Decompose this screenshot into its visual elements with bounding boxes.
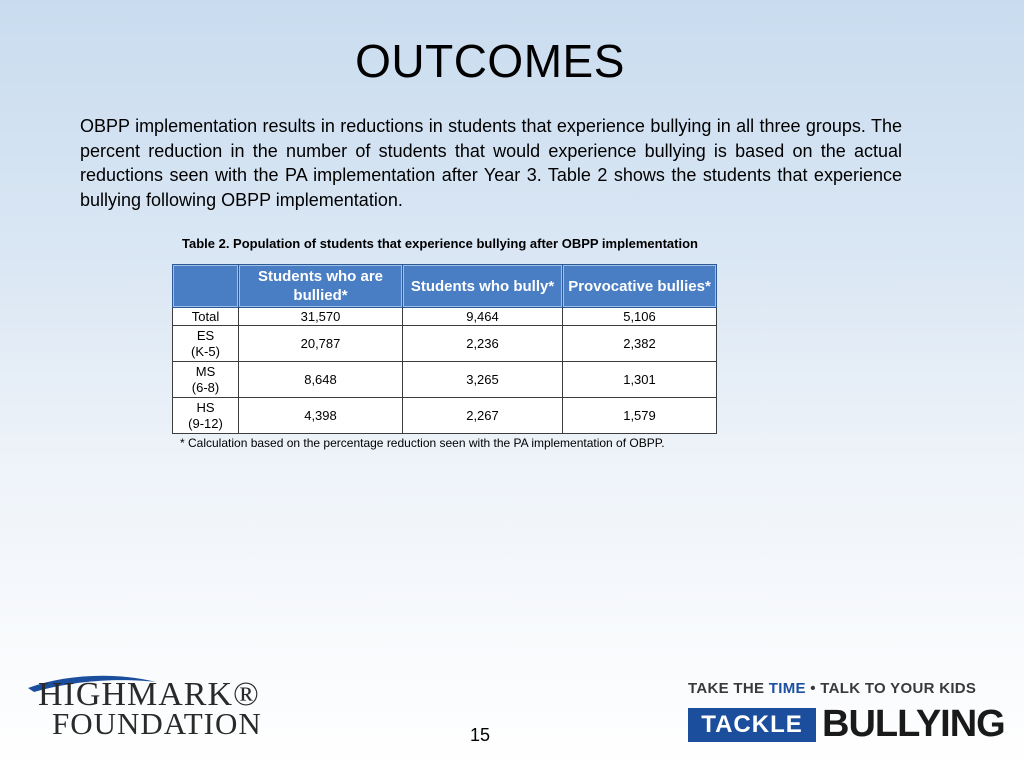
header-bully: Students who bully* <box>403 265 563 308</box>
table-cell: 1,579 <box>563 398 717 434</box>
slide-title: OUTCOMES <box>355 35 625 87</box>
row-label-line2: (6-8) <box>191 379 220 395</box>
body-paragraph: OBPP implementation results in reductions in students that experience bullying in all three groups. The percent reduction in the number of students that would experience bullying is based on the actual reductions seen with the PA implementation after Year 3. Table 2 shows the students that experience bullying following OBPP implementation. <box>80 116 902 210</box>
page-number: 15 <box>470 725 491 745</box>
table-cell: 2,267 <box>403 398 563 434</box>
header-bullied: Students who are bullied* <box>239 265 403 308</box>
row-label-line1: MS <box>195 364 216 379</box>
table-cell: 4,398 <box>239 398 403 434</box>
table-cell: 3,265 <box>403 362 563 398</box>
row-label-line1: HS <box>196 400 215 415</box>
table-cell: 5,106 <box>563 308 717 326</box>
table-caption: Table 2. Population of students that experience bullying after OBPP implementation <box>182 236 698 251</box>
table-cell: 2,236 <box>403 326 563 362</box>
table-header-row <box>173 265 717 308</box>
table-cell: 1,301 <box>563 362 717 398</box>
table-row <box>173 362 717 398</box>
row-label-line2: (9-12) <box>188 415 223 431</box>
row-label <box>173 398 239 434</box>
outcomes-table <box>172 264 717 434</box>
tackle-bullying-logo <box>688 678 1006 748</box>
table-cell: 31,570 <box>239 308 403 326</box>
row-label <box>173 308 239 326</box>
tagline-part: • TALK TO YOUR KIDS <box>805 680 977 697</box>
table-cell: 8,648 <box>239 362 403 398</box>
row-label-line1: Total <box>191 308 220 324</box>
tagline <box>688 680 976 697</box>
bullying-wordmark: BULLYING <box>822 703 1005 745</box>
table-row <box>173 398 717 434</box>
row-label-line2: (K-5) <box>191 343 220 359</box>
header-provocative: Provocative bullies* <box>563 265 717 308</box>
table-cell: 20,787 <box>239 326 403 362</box>
row-label <box>173 362 239 398</box>
table-row <box>173 308 717 326</box>
table-cell: 9,464 <box>403 308 563 326</box>
row-label <box>173 326 239 362</box>
tagline-time: TIME <box>768 680 806 697</box>
foundation-wordmark: FOUNDATION <box>52 706 262 741</box>
table-row <box>173 326 717 362</box>
header-blank <box>173 265 239 308</box>
table-cell: 2,382 <box>563 326 717 362</box>
table-footnote: * Calculation based on the percentage reduction seen with the PA implementation of OBPP. <box>180 436 665 450</box>
row-label-line1: ES <box>196 328 215 343</box>
tagline-part: TAKE THE <box>688 680 769 697</box>
highmark-wordmark: HIGHMARK® <box>38 676 260 713</box>
tackle-badge: TACKLE <box>688 708 816 742</box>
